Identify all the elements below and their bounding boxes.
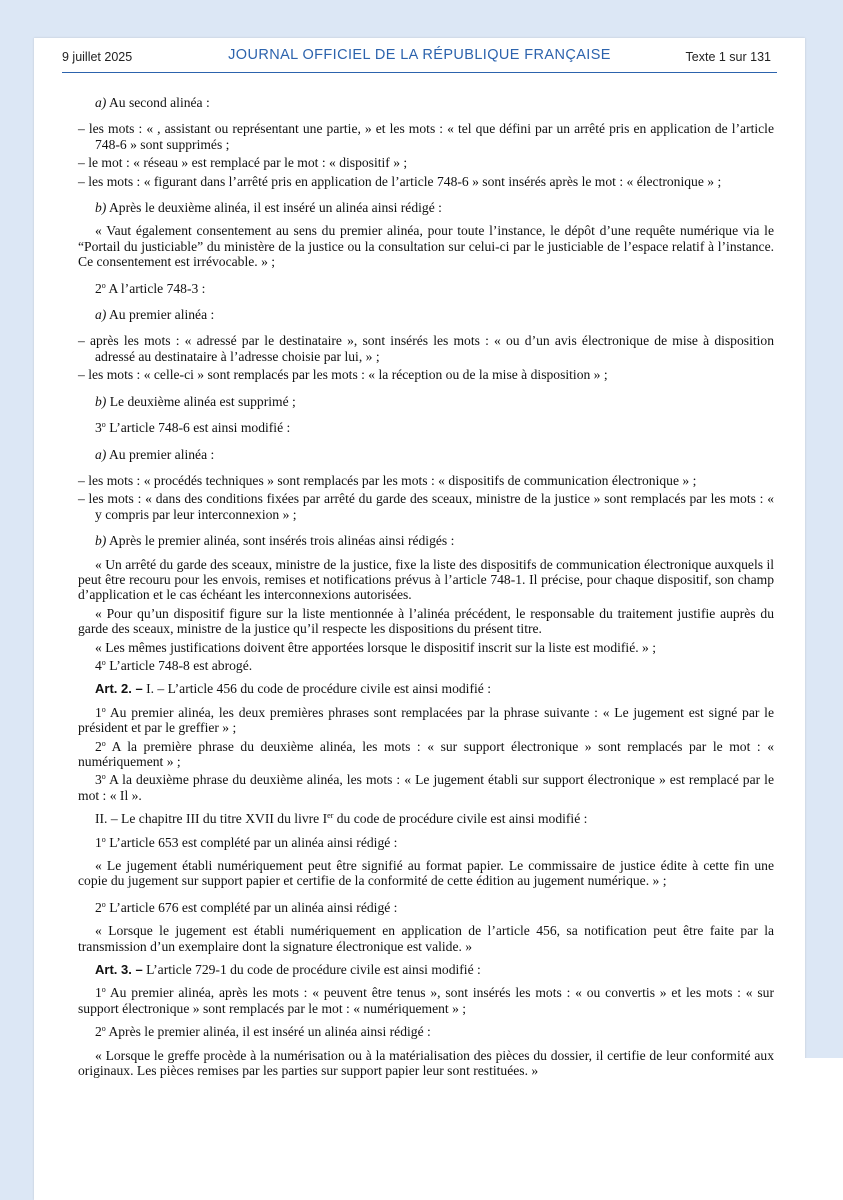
quoted-paragraph: « Pour qu’un dispositif figure sur la liste mentionnée à l’alinéa précédent, le responsable du traitement justifie auprès du garde des sceaux, ministre de la justice qu’il respecte les dispositions du présent titre. [78,605,774,637]
quoted-paragraph: « Lorsque le jugement est établi numériquement en application de l’article 456, sa notification peut être faite par la transmission d’un exemplaire dont la signature électronique est valide. » [78,923,774,954]
paragraph: 4$^o$ L’article 748-8 est abrogé. [95,657,253,673]
list-item: – après les mots : « adressé par le destinataire », sont insérés les mots : « ou d’un avis électronique de mise à disposition adressé au destinataire à l’adresse choisie par lui, » ; [78,333,774,364]
paragraph: b) Après le deuxième alinéa, il est inséré un alinéa ainsi rédigé : [95,200,442,216]
article-heading: Art. 2. – I. – L’article 456 du code de procédure civile est ainsi modifié : [95,681,491,697]
list-item: – les mots : « procédés techniques » sont remplacés par les mots : « dispositifs de communication électronique » ; [78,472,697,488]
list-item: – les mots : « , assistant ou représentant une partie, » et les mots : « tel que défini par un arrêté pris en application de l’article 748-6 » sont supprimés ; [78,121,774,152]
list-item: – les mots : « figurant dans l’arrêté pris en application de l’article 748-6 » sont insérés après le mot : « électronique » ; [78,173,722,189]
quoted-paragraph: « Les mêmes justifications doivent être apportées lorsque le dispositif inscrit sur la liste est modifié. » ; [95,639,657,655]
document-body [78,95,774,1079]
article-heading: Art. 3. – L’article 729-1 du code de procédure civile est ainsi modifié : [95,962,481,978]
paragraph: 1$^o$ Au premier alinéa, les deux premières phrases sont remplacées par la phrase suivante : « Le jugement est signé par le président et par le greffier » ; [78,704,774,736]
paragraph: 3$^o$ L’article 748-6 est ainsi modifié : [95,420,291,436]
list-item: – les mots : « dans des conditions fixées par arrêté du garde des sceaux, ministre de la justice » sont remplacés par les mots : « y compris par leur interconnexion » ; [78,491,774,522]
paragraph: a) Au premier alinéa : [95,446,215,462]
header-rule [62,72,777,73]
page-header [34,46,805,70]
paragraph: 3$^o$ A la deuxième phrase du deuxième alinéa, les mots : « Le jugement établi sur support électronique » est remplacé par le mot : « Il ». [78,772,774,803]
document-page [34,38,805,1200]
paragraph: a) Au premier alinéa : [95,307,215,323]
text-reference: Texte 1 sur 131 [685,50,771,64]
quoted-paragraph: « Le jugement établi numériquement peut être signifié au format papier. Le commissaire de justice édite à cette fin une copie du jugement sur support papier et certifie de la conformité de cette édition au jugement numérique. » ; [78,858,774,889]
quoted-paragraph: « Lorsque le greffe procède à la numérisation ou à la matérialisation des pièces du dossier, il certifie de leur conformité aux originaux. Les pièces remises par les parties sur support papier leur sont restituées. » [78,1047,774,1079]
quoted-paragraph: « Vaut également consentement au sens du premier alinéa, pour toute l’instance, le dépôt d’une requête numérique via le “Portail du justiciable” du ministère de la justice ou la consultation sur celui-ci par le justiciable de l’espace relatif à l’instance. Ce consentement est irrévocable. » ; [78,223,774,270]
publication-date: 9 juillet 2025 [62,50,133,64]
paragraph: 2$^o$ A l’article 748-3 : [95,280,206,296]
paragraph: b) Le deuxième alinéa est supprimé ; [95,393,296,409]
paragraph: a) Au second alinéa : [95,95,210,110]
paragraph: 2$^o$ Après le premier alinéa, il est inséré un alinéa ainsi rédigé : [95,1024,431,1040]
paragraph: b) Après le premier alinéa, sont insérés trois alinéas ainsi rédigés : [95,533,455,549]
list-item: – le mot : « réseau » est remplacé par le mot : « dispositif » ; [78,155,408,171]
quoted-paragraph: « Un arrêté du garde des sceaux, ministre de la justice, fixe la liste des dispositifs de communication électronique auxquels il peut être recouru pour les envois, remises et notifications prévus à l’article 748-1. Il précise, pour chaque dispositif, son champ d’application et le cas échéant les interconnexions autorisées. [78,556,774,603]
journal-title: JOURNAL OFFICIEL DE LA RÉPUBLIQUE FRANÇAISE [228,47,611,63]
list-item: – les mots : « celle-ci » sont remplacés par les mots : « la réception ou de la mise à disposition » ; [78,367,608,383]
paragraph: 2$^o$ L’article 676 est complété par un alinéa ainsi rédigé : [95,899,398,915]
page-edge [805,1058,843,1200]
paragraph: 1$^o$ L’article 653 est complété par un alinéa ainsi rédigé : [95,834,398,850]
paragraph: 1$^o$ Au premier alinéa, après les mots : « peuvent être tenus », sont insérés les mots : « ou convertis » et les mots : « sur support électronique » sont remplacés par le mot : « numériquement » ; [78,985,774,1016]
paragraph: 2$^o$ A la première phrase du deuxième alinéa, les mots : « sur support électronique » sont remplacés par le mot : « numériquement » ; [78,738,774,769]
paragraph: II. – Le chapitre III du titre XVII du livre Ier du code de procédure civile est ainsi modifié : [95,811,588,827]
